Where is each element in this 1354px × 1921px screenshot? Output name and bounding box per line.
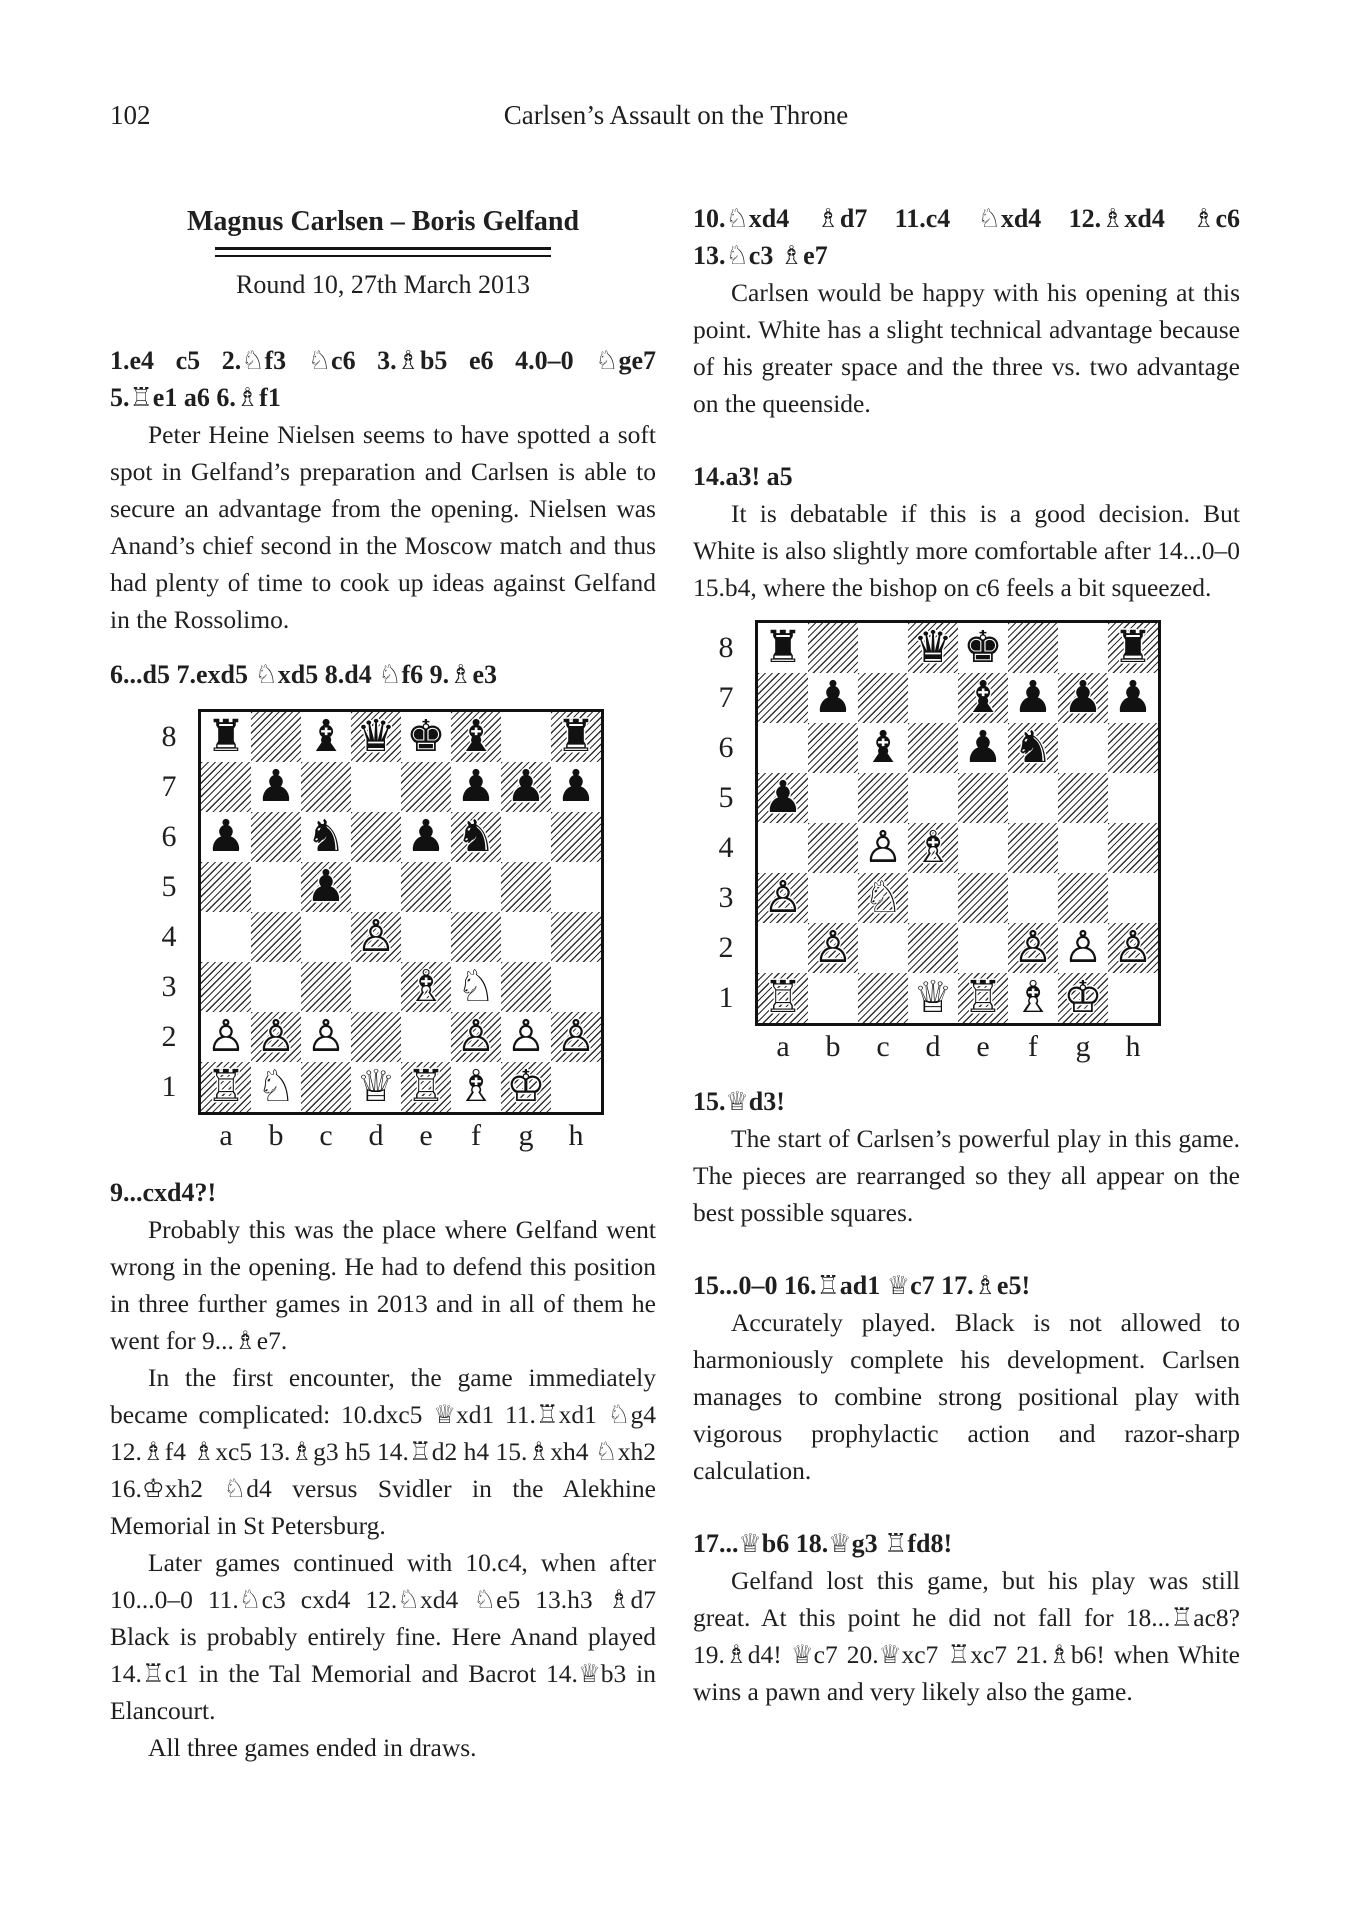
square-d2 <box>351 1012 401 1062</box>
white-pawn-icon: ♙ <box>1113 922 1153 973</box>
white-pawn-icon: ♙ <box>556 1011 596 1062</box>
diagram-body <box>711 620 1240 1026</box>
rank-label-5: 5 <box>161 870 177 903</box>
square-g1 <box>501 1062 551 1112</box>
square-f7 <box>1008 673 1058 723</box>
square-c4 <box>301 912 351 962</box>
file-label-f: f <box>471 1119 481 1152</box>
rank-label-3: 3 <box>718 881 734 914</box>
square-d8 <box>351 712 401 762</box>
white-pawn-icon: ♙ <box>1063 922 1103 973</box>
rank-label-6: 6 <box>161 820 177 853</box>
square-h2 <box>551 1012 601 1062</box>
moves-heading: 9...cxd4?! <box>110 1178 217 1207</box>
black-knight-icon: ♞ <box>456 811 496 862</box>
square-c6 <box>301 812 351 862</box>
moves-heading-line: 10.♘xd4 ♗d7 11.c4 ♘xd4 12.♗xd4 ♗c6 <box>693 204 1240 233</box>
square-g8 <box>1058 623 1108 673</box>
square-c8 <box>301 712 351 762</box>
file-label-g: g <box>518 1119 534 1152</box>
square-a1 <box>758 973 808 1023</box>
rank-label-2: 2 <box>161 1020 177 1053</box>
square-c5 <box>301 862 351 912</box>
square-f5 <box>451 862 501 912</box>
square-h7 <box>551 762 601 812</box>
square-b8 <box>251 712 301 762</box>
square-g6 <box>1058 723 1108 773</box>
white-knight-icon: ♘ <box>863 872 903 923</box>
chess-diagram-2 <box>711 620 1240 1063</box>
square-c6 <box>858 723 908 773</box>
rank-label-2: 2 <box>718 931 734 964</box>
square-f1 <box>1008 973 1058 1023</box>
black-pawn-icon: ♟ <box>206 811 246 862</box>
white-queen-icon: ♕ <box>356 1061 396 1112</box>
black-pawn-icon: ♟ <box>256 761 296 812</box>
rank-labels <box>154 709 184 1112</box>
commentary-paragraph: Gelfand lost this game, but his play was still great. At this point he did not fall for 18...♖ac8? 19.♗d4! ♕c7 20.♕xc7 ♖xc7 21.♗b6! when White wins a pawn and very likely also the game. <box>693 1566 1240 1706</box>
rank-label-3: 3 <box>161 970 177 1003</box>
black-bishop-icon: ♝ <box>863 722 903 773</box>
file-label-c: c <box>876 1030 890 1063</box>
square-h1 <box>551 1062 601 1112</box>
white-bishop-icon: ♗ <box>1013 972 1053 1023</box>
chess-board <box>755 620 1161 1026</box>
white-bishop-icon: ♗ <box>456 1061 496 1112</box>
square-c8 <box>858 623 908 673</box>
white-pawn-icon: ♙ <box>206 1011 246 1062</box>
square-d1 <box>908 973 958 1023</box>
square-h4 <box>551 912 601 962</box>
square-f6 <box>1008 723 1058 773</box>
square-a4 <box>201 912 251 962</box>
round-info: Round 10, 27th March 2013 <box>236 270 530 299</box>
commentary-paragraph: Carlsen would be happy with his opening at this point. White has a slight technical advantage because of his greater space and the three vs. two advantage on the queenside. <box>693 278 1240 418</box>
rank-label-4: 4 <box>718 831 734 864</box>
square-g7 <box>1058 673 1108 723</box>
rank-label-5: 5 <box>718 781 734 814</box>
white-rook-icon: ♖ <box>963 972 1003 1023</box>
black-pawn-icon: ♟ <box>1013 672 1053 723</box>
square-e8 <box>958 623 1008 673</box>
white-knight-icon: ♘ <box>256 1061 296 1112</box>
black-knight-icon: ♞ <box>1013 722 1053 773</box>
commentary-paragraph: All three games ended in draws. <box>148 1733 477 1762</box>
chess-board <box>198 709 604 1115</box>
white-king-icon: ♔ <box>506 1061 546 1112</box>
white-pawn-icon: ♙ <box>863 822 903 873</box>
moves-heading: 15.♕d3! <box>693 1087 785 1116</box>
square-e8 <box>401 712 451 762</box>
square-h8 <box>551 712 601 762</box>
square-e6 <box>958 723 1008 773</box>
black-pawn-icon: ♟ <box>456 761 496 812</box>
black-pawn-icon: ♟ <box>1063 672 1103 723</box>
left-column <box>110 190 656 1766</box>
rank-label-7: 7 <box>161 770 177 803</box>
square-a2 <box>758 923 808 973</box>
square-g3 <box>1058 873 1108 923</box>
square-f7 <box>451 762 501 812</box>
square-f3 <box>1008 873 1058 923</box>
square-b7 <box>251 762 301 812</box>
commentary-paragraph: In the first encounter, the game immediately became complicated: 10.dxc5 ♕xd1 11.♖xd1 ♘g4 12.♗f4 ♗xc5 13.♗g3 h5 14.♖d2 h4 15.♗xh4 ♘xh2 16.♔xh2 ♘d4 versus Svidler in the Alekhine Memorial in St Petersburg. <box>110 1363 656 1540</box>
file-label-d: d <box>925 1030 941 1063</box>
square-d4 <box>908 823 958 873</box>
square-b2 <box>251 1012 301 1062</box>
square-b5 <box>808 773 858 823</box>
commentary-paragraph: The start of Carlsen’s powerful play in this game. The pieces are rearranged so they all appear on the best possible squares. <box>693 1124 1240 1227</box>
file-label-b: b <box>268 1119 284 1152</box>
square-c3 <box>858 873 908 923</box>
square-d8 <box>908 623 958 673</box>
square-f8 <box>451 712 501 762</box>
square-h4 <box>1108 823 1158 873</box>
square-c1 <box>858 973 908 1023</box>
square-c7 <box>858 673 908 723</box>
square-f3 <box>451 962 501 1012</box>
square-b6 <box>251 812 301 862</box>
rank-label-8: 8 <box>718 631 734 664</box>
rank-labels <box>711 620 741 1023</box>
square-g4 <box>1058 823 1108 873</box>
chess-diagram-1 <box>154 709 656 1152</box>
square-e6 <box>401 812 451 862</box>
running-title: Carlsen’s Assault on the Throne <box>503 100 849 130</box>
square-h1 <box>1108 973 1158 1023</box>
page-number: 102 <box>110 100 151 130</box>
black-pawn-icon: ♟ <box>813 672 853 723</box>
square-g1 <box>1058 973 1108 1023</box>
square-d3 <box>351 962 401 1012</box>
white-rook-icon: ♖ <box>763 972 803 1023</box>
file-label-a: a <box>219 1119 233 1152</box>
square-c5 <box>858 773 908 823</box>
square-b4 <box>808 823 858 873</box>
square-d6 <box>908 723 958 773</box>
square-d7 <box>351 762 401 812</box>
square-f2 <box>451 1012 501 1062</box>
square-g2 <box>501 1012 551 1062</box>
file-label-e: e <box>976 1030 990 1063</box>
square-h8 <box>1108 623 1158 673</box>
square-e2 <box>958 923 1008 973</box>
moves-heading: 6...d5 7.exd5 ♘xd5 8.d4 ♘f6 9.♗e3 <box>110 660 498 689</box>
black-king-icon: ♚ <box>963 622 1003 673</box>
file-label-h: h <box>568 1119 584 1152</box>
square-a8 <box>758 623 808 673</box>
file-label-c: c <box>319 1119 333 1152</box>
square-a3 <box>201 962 251 1012</box>
square-e4 <box>401 912 451 962</box>
file-label-a: a <box>776 1030 790 1063</box>
black-bishop-icon: ♝ <box>456 711 496 762</box>
square-a5 <box>201 862 251 912</box>
square-g7 <box>501 762 551 812</box>
white-pawn-icon: ♙ <box>456 1011 496 1062</box>
white-knight-icon: ♘ <box>456 961 496 1012</box>
square-g3 <box>501 962 551 1012</box>
square-c4 <box>858 823 908 873</box>
black-rook-icon: ♜ <box>556 711 596 762</box>
moves-heading: 15...0–0 16.♖ad1 ♕c7 17.♗e5! <box>693 1271 1031 1300</box>
white-bishop-icon: ♗ <box>406 961 446 1012</box>
square-f1 <box>451 1062 501 1112</box>
diagram-body <box>154 709 656 1115</box>
square-f8 <box>1008 623 1058 673</box>
black-rook-icon: ♜ <box>206 711 246 762</box>
black-pawn-icon: ♟ <box>1113 672 1153 723</box>
moves-heading-line: 13.♘c3 ♗e7 <box>693 241 828 270</box>
black-rook-icon: ♜ <box>1113 622 1153 673</box>
square-a7 <box>758 673 808 723</box>
square-e7 <box>401 762 451 812</box>
square-f5 <box>1008 773 1058 823</box>
file-label-d: d <box>368 1119 384 1152</box>
square-e3 <box>958 873 1008 923</box>
square-e1 <box>958 973 1008 1023</box>
square-h3 <box>1108 873 1158 923</box>
moves-heading: 17...♕b6 18.♕g3 ♖fd8! <box>693 1529 953 1558</box>
square-e2 <box>401 1012 451 1062</box>
square-b5 <box>251 862 301 912</box>
square-g8 <box>501 712 551 762</box>
square-g5 <box>1058 773 1108 823</box>
square-d1 <box>351 1062 401 1112</box>
square-e1 <box>401 1062 451 1112</box>
square-g5 <box>501 862 551 912</box>
white-pawn-icon: ♙ <box>813 922 853 973</box>
square-a6 <box>201 812 251 862</box>
commentary-paragraph: Probably this was the place where Gelfand went wrong in the opening. He had to defend this position in three further games in 2013 and in all of them he went for 9...♗e7. <box>110 1215 656 1355</box>
file-label-f: f <box>1028 1030 1038 1063</box>
black-queen-icon: ♛ <box>913 622 953 673</box>
white-pawn-icon: ♙ <box>306 1011 346 1062</box>
black-bishop-icon: ♝ <box>963 672 1003 723</box>
rank-label-7: 7 <box>718 681 734 714</box>
commentary-paragraph: Accurately played. Black is not allowed to harmoniously complete his development. Carlsen manages to combine strong positional play with vigorous prophylactic action and razor-sharp calculation. <box>693 1308 1240 1485</box>
square-h6 <box>551 812 601 862</box>
square-d5 <box>351 862 401 912</box>
square-d4 <box>351 912 401 962</box>
square-e4 <box>958 823 1008 873</box>
commentary-paragraph: Later games continued with 10.c4, when after 10...0–0 11.♘c3 cxd4 12.♘xd4 ♘e5 13.h3 ♗d7 Black is probably entirely fine. Here Anand played 14.♖c1 in the Tal Memorial and Bacrot 14.♕b3 in Elancourt. <box>110 1548 656 1725</box>
square-e5 <box>958 773 1008 823</box>
file-label-e: e <box>419 1119 433 1152</box>
square-a5 <box>758 773 808 823</box>
square-f6 <box>451 812 501 862</box>
black-pawn-icon: ♟ <box>763 772 803 823</box>
white-rook-icon: ♖ <box>406 1061 446 1112</box>
square-g4 <box>501 912 551 962</box>
black-king-icon: ♚ <box>406 711 446 762</box>
square-e3 <box>401 962 451 1012</box>
square-f2 <box>1008 923 1058 973</box>
rank-label-8: 8 <box>161 720 177 753</box>
white-bishop-icon: ♗ <box>913 822 953 873</box>
square-b8 <box>808 623 858 673</box>
moves-heading-line: 5.♖e1 a6 6.♗f1 <box>110 383 281 412</box>
square-a8 <box>201 712 251 762</box>
file-labels <box>758 1031 1240 1063</box>
square-d3 <box>908 873 958 923</box>
square-c1 <box>301 1062 351 1112</box>
square-b3 <box>808 873 858 923</box>
square-a4 <box>758 823 808 873</box>
file-label-h: h <box>1125 1030 1141 1063</box>
moves-heading: 14.a3! a5 <box>693 462 793 491</box>
square-d6 <box>351 812 401 862</box>
file-label-g: g <box>1075 1030 1091 1063</box>
square-b3 <box>251 962 301 1012</box>
white-rook-icon: ♖ <box>206 1061 246 1112</box>
square-g6 <box>501 812 551 862</box>
square-h5 <box>1108 773 1158 823</box>
square-f4 <box>1008 823 1058 873</box>
square-b1 <box>251 1062 301 1112</box>
black-pawn-icon: ♟ <box>306 861 346 912</box>
square-h5 <box>551 862 601 912</box>
black-queen-icon: ♛ <box>356 711 396 762</box>
square-h6 <box>1108 723 1158 773</box>
square-b4 <box>251 912 301 962</box>
black-pawn-icon: ♟ <box>556 761 596 812</box>
square-a7 <box>201 762 251 812</box>
square-h7 <box>1108 673 1158 723</box>
square-b1 <box>808 973 858 1023</box>
square-d7 <box>908 673 958 723</box>
square-a1 <box>201 1062 251 1112</box>
rank-label-6: 6 <box>718 731 734 764</box>
square-e5 <box>401 862 451 912</box>
rank-label-4: 4 <box>161 920 177 953</box>
file-label-b: b <box>825 1030 841 1063</box>
square-e7 <box>958 673 1008 723</box>
square-c3 <box>301 962 351 1012</box>
black-bishop-icon: ♝ <box>306 711 346 762</box>
page-header <box>110 100 1242 131</box>
white-pawn-icon: ♙ <box>256 1011 296 1062</box>
black-rook-icon: ♜ <box>763 622 803 673</box>
square-f4 <box>451 912 501 962</box>
black-pawn-icon: ♟ <box>506 761 546 812</box>
title-double-rule <box>215 247 551 257</box>
white-pawn-icon: ♙ <box>356 911 396 962</box>
black-knight-icon: ♞ <box>306 811 346 862</box>
right-column <box>693 190 1240 1710</box>
square-c7 <box>301 762 351 812</box>
moves-heading-line: 1.e4 c5 2.♘f3 ♘c6 3.♗b5 e6 4.0–0 ♘ge7 <box>110 346 656 375</box>
square-a2 <box>201 1012 251 1062</box>
rank-label-1: 1 <box>161 1070 177 1103</box>
file-labels <box>201 1120 656 1152</box>
black-pawn-icon: ♟ <box>406 811 446 862</box>
square-g2 <box>1058 923 1108 973</box>
square-d5 <box>908 773 958 823</box>
square-h2 <box>1108 923 1158 973</box>
square-b7 <box>808 673 858 723</box>
square-d2 <box>908 923 958 973</box>
white-pawn-icon: ♙ <box>506 1011 546 1062</box>
square-b2 <box>808 923 858 973</box>
white-pawn-icon: ♙ <box>763 872 803 923</box>
square-b6 <box>808 723 858 773</box>
white-king-icon: ♔ <box>1063 972 1103 1023</box>
commentary-paragraph: Peter Heine Nielsen seems to have spotted a soft spot in Gelfand’s preparation and Carlsen is able to secure an advantage from the opening. Nielsen was Anand’s chief second in the Moscow match and thus had plenty of time to cook up ideas against Gelfand in the Rossolimo. <box>110 420 656 634</box>
square-c2 <box>301 1012 351 1062</box>
square-a3 <box>758 873 808 923</box>
commentary-paragraph: It is debatable if this is a good decision. But White is also slightly more comfortable after 14...0–0 15.b4, where the bishop on c6 feels a bit squeezed. <box>693 499 1240 602</box>
rank-label-1: 1 <box>718 981 734 1014</box>
black-pawn-icon: ♟ <box>963 722 1003 773</box>
square-h3 <box>551 962 601 1012</box>
game-title: Magnus Carlsen – Boris Gelfand <box>186 206 580 237</box>
white-queen-icon: ♕ <box>913 972 953 1023</box>
square-a6 <box>758 723 808 773</box>
white-pawn-icon: ♙ <box>1013 922 1053 973</box>
square-c2 <box>858 923 908 973</box>
